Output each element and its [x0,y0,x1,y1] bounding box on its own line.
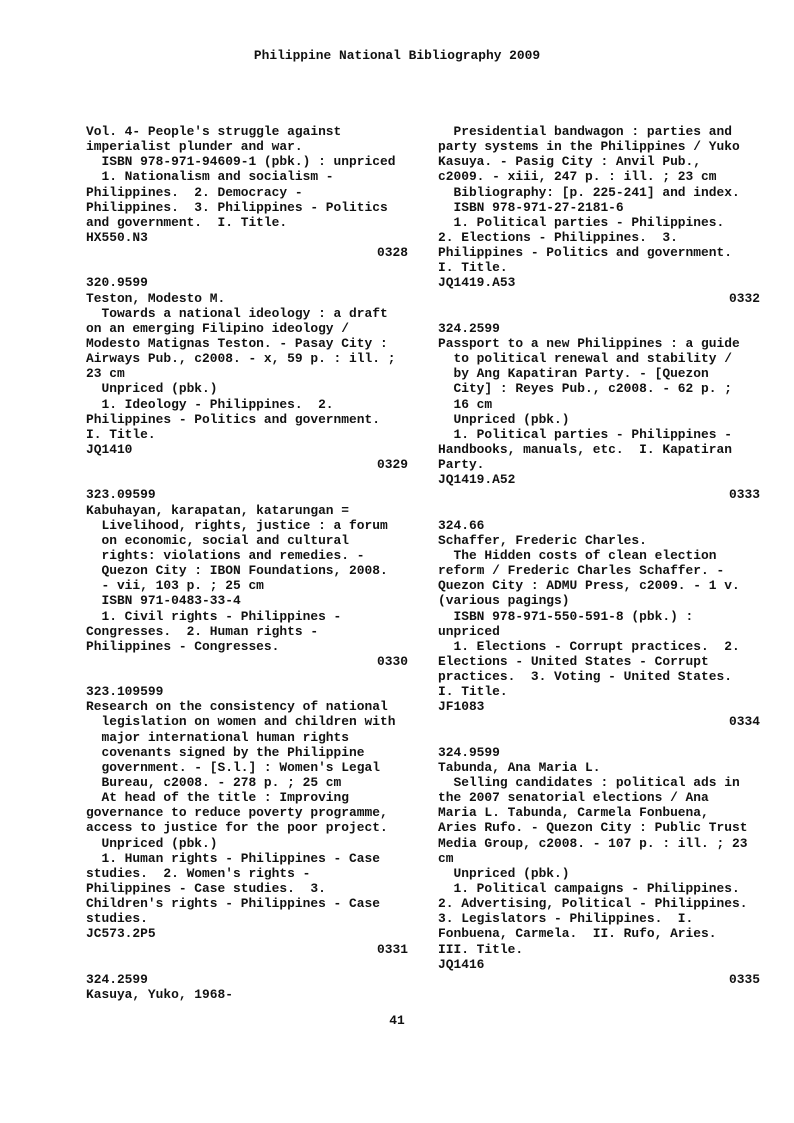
entry-number: 0331 [377,941,408,957]
text-line: 1. Elections - Corrupt practices. 2. [438,638,740,654]
text-line: 1. Ideology - Philippines. 2. [86,396,334,412]
entry-number: 0330 [377,653,408,669]
text-line: 323.109599 [86,684,164,700]
text-line: Kasuya, Yuko, 1968- [86,987,233,1003]
text-line: to political renewal and stability / [438,351,732,367]
text-line: ISBN 978-971-550-591-8 (pbk.) : [438,608,694,624]
text-line: on an emerging Filipino ideology / [86,320,350,336]
text-line: 324.9599 [438,744,500,760]
text-line: I. Title. [438,684,508,700]
text-line: access to justice for the poor project. [86,820,388,836]
text-line: 3. Legislators - Philippines. I. [438,911,694,927]
text-line: Handbooks, manuals, etc. I. Kapatiran [438,441,732,457]
entry-number: 0328 [377,245,408,261]
text-line [438,503,760,518]
text-line: Unpriced (pbk.) [86,835,218,851]
text-line: Modesto Matignas Teston. - Pasay City : [86,335,388,351]
text-line [86,260,408,275]
entry-number: 0333 [729,487,760,503]
text-line: Unpriced (pbk.) [438,865,570,881]
text-line: Unpriced (pbk.) [86,381,218,397]
text-line: unpriced [438,623,500,639]
text-line: At head of the title : Improving [86,790,350,806]
text-line: 23 cm [86,366,125,382]
page-header: Philippine National Bibliography 2009 [253,48,541,63]
text-line: covenants signed by the Philippine [86,744,365,760]
text-line: 2. Advertising, Political - Philippines. [438,896,748,912]
text-line: III. Title. [438,941,524,957]
text-line: Towards a national ideology : a draft [86,305,388,321]
text-line: Unpriced (pbk.) [438,411,570,427]
text-line: Vol. 4- People's struggle against [86,124,342,139]
text-line: I. Title. [438,260,508,276]
entry-number: 0332 [729,290,760,306]
text-line: JC573.2P5 [86,926,156,942]
text-line [86,669,408,684]
text-line: Selling candidates : political ads in [438,775,740,791]
text-line: studies. 2. Women's rights - [86,865,311,881]
text-line: Teston, Modesto M. [86,290,226,306]
text-line: 1. Political campaigns - Philippines. [438,881,740,897]
text-line: Philippines. 2. Democracy - [86,184,303,200]
text-line: Airways Pub., c2008. - x, 59 p. : ill. ; [86,351,396,367]
text-line: 1. Civil rights - Philippines - [86,608,342,624]
text-line [86,957,408,972]
text-line: - vii, 103 p. ; 25 cm [86,578,264,594]
text-line: City] : Reyes Pub., c2008. - 62 p. ; [438,381,732,397]
text-line: JQ1410 [86,441,133,457]
text-line: Philippines - Politics and government. [86,411,380,427]
text-line: studies. [86,911,148,927]
text-line [86,472,408,487]
text-line: Philippines - Case studies. 3. [86,881,326,897]
left-column [86,124,408,1002]
text-line: JQ1416 [438,956,485,972]
text-line: JQ1419.A53 [438,275,516,291]
text-line: 320.9599 [86,275,148,291]
text-line: Bibliography: [p. 225-241] and index. [438,184,740,200]
text-line: Maria L. Tabunda, Carmela Fonbuena, [438,805,709,821]
entry-number: 0335 [729,971,760,987]
text-line: Philippines - Congresses. [86,638,280,654]
text-line: 324.66 [438,517,485,533]
text-line: Livelihood, rights, justice : a forum [86,517,388,533]
text-line: Philippines - Politics and government. [438,245,732,261]
text-line: Bureau, c2008. - 278 p. ; 25 cm [86,775,342,791]
entry-number: 0329 [377,457,408,473]
text-line: on economic, social and cultural [86,532,350,548]
text-line: the 2007 senatorial elections / Ana [438,790,709,806]
text-line: Elections - United States - Corrupt [438,653,709,669]
text-line: 16 cm [438,396,493,412]
text-line: Tabunda, Ana Maria L. [438,759,601,775]
text-line: ISBN 971-0483-33-4 [86,593,241,609]
text-line: major international human rights [86,729,350,745]
text-line: 1. Political parties - Philippines. [438,214,725,230]
text-line: Schaffer, Frederic Charles. [438,532,647,548]
text-line: JF1083 [438,699,485,715]
text-line: and government. I. Title. [86,214,288,230]
text-line: 324.2599 [438,320,500,336]
text-line: JQ1419.A52 [438,472,516,488]
text-line: (various pagings) [438,593,570,609]
text-line: Children's rights - Philippines - Case [86,896,380,912]
text-line: Party. [438,457,485,473]
text-line: ISBN 978-971-27-2181-6 [438,199,624,215]
text-line: Fonbuena, Carmela. II. Rufo, Aries. [438,926,717,942]
text-line: 1. Nationalism and socialism - [86,169,334,185]
text-line: I. Title. [86,426,156,442]
text-line: 323.09599 [86,487,156,503]
text-line: Presidential bandwagon : parties and [438,124,732,139]
text-line: reform / Frederic Charles Schaffer. - [438,563,725,579]
text-line: Research on the consistency of national [86,699,388,715]
text-line: government. - [S.l.] : Women's Legal [86,759,380,775]
text-line: Philippines. 3. Philippines - Politics [86,199,388,215]
text-line: ISBN 978-971-94609-1 (pbk.) : unpriced [86,154,396,170]
text-line: c2009. - xiii, 247 p. : ill. ; 23 cm [438,169,717,185]
text-line: practices. 3. Voting - United States. [438,669,732,685]
text-line: Passport to a new Philippines : a guide [438,335,740,351]
right-column [438,124,760,987]
text-line: rights: violations and remedies. - [86,547,365,563]
text-line: HX550.N3 [86,229,148,245]
text-line: cm [438,850,454,866]
entry-number: 0334 [729,714,760,730]
text-line: Kabuhayan, karapatan, katarungan = [86,502,350,518]
text-line [438,306,760,321]
text-line: 1. Human rights - Philippines - Case [86,850,380,866]
text-line: Congresses. 2. Human rights - [86,623,319,639]
text-line: 1. Political parties - Philippines - [438,426,732,442]
text-line [438,730,760,745]
text-line: governance to reduce poverty programme, [86,805,388,821]
text-line: Quezon City : IBON Foundations, 2008. [86,563,388,579]
text-line: The Hidden costs of clean election [438,547,717,563]
text-line: party systems in the Philippines / Yuko [438,139,740,155]
text-line: by Ang Kapatiran Party. - [Quezon [438,366,709,382]
text-line: 2. Elections - Philippines. 3. [438,229,678,245]
text-line: Kasuya. - Pasig City : Anvil Pub., [438,154,702,170]
text-line: legislation on women and children with [86,714,396,730]
text-line: imperialist plunder and war. [86,139,303,155]
page-number: 41 [389,1013,405,1028]
text-line: 324.2599 [86,971,148,987]
text-line: Quezon City : ADMU Press, c2009. - 1 v. [438,578,740,594]
text-line: Aries Rufo. - Quezon City : Public Trust [438,820,748,836]
text-line: Media Group, c2008. - 107 p. : ill. ; 23 [438,835,748,851]
